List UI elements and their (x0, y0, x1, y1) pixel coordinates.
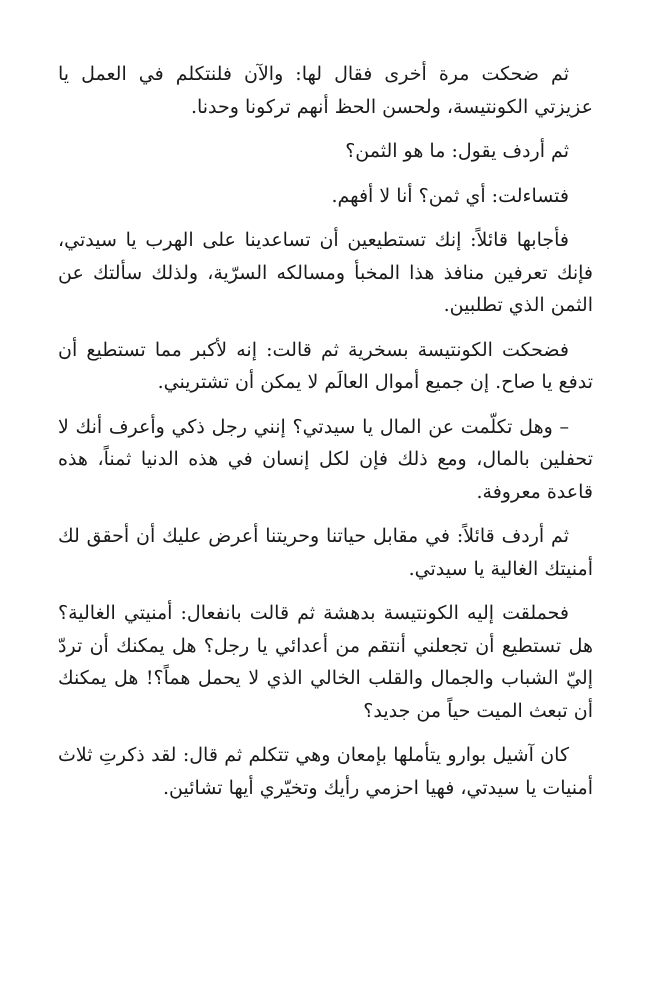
paragraph-9: كان آشيل بوارو يتأملها بإمعان وهي تتكلم ثم قال: لقد ذكرتِ ثلاث أمنيات يا سيدتي، فهيا احزمي رأيك وتخيّري أيها تشائين. (58, 744, 593, 799)
paragraph-4: فأجابها قائلاً: إنك تستطيعين أن تساعدينا على الهرب يا سيدتي، فإنك تعرفين منافذ هذا المخبأ ومسالكه السرّية، ولذلك سألتك عن الثمن الذي تطلبين. (58, 229, 593, 316)
paragraph-3: فتساءلت: أي ثمن؟ أنا لا أفهم. (331, 184, 569, 207)
paragraph-5: فضحكت الكونتيسة بسخرية ثم قالت: إنه لأكبر مما تستطيع أن تدفع يا صاح. إن جميع أموال العالَم لا يمكن أن تشتريني. (58, 338, 593, 393)
paragraph-6: – وهل تكلّمت عن المال يا سيدتي؟ إنني رجل ذكي وأعرف أنك لا تحفلين بالمال، ومع ذلك فإن لكل إنسان في هذه الدنيا ثمناً، هذه قاعدة معروفة. (58, 415, 593, 503)
paragraph-1: ثم ضحكت مرة أخرى فقال لها: والآن فلنتكلم في العمل يا عزيزتي الكونتيسة، ولحسن الحظ أنهم تركونا وحدنا. (58, 63, 593, 118)
paragraph-8: فحملقت إليه الكونتيسة بدهشة ثم قالت بانفعال: أمنيتي الغالية؟ هل تستطيع أن تجعلني أنتقم من أعدائي يا رجل؟ هل يمكنك أن تردّ إليّ الشباب والجمال والقلب الخالي الذي لا يحمل هماً؟! هل يمكنك أن تبعث الميت حياً من جديد؟ (58, 602, 593, 722)
book-page (58, 58, 593, 816)
paragraph-7: ثم أردف قائلاً: في مقابل حياتنا وحريتنا أعرض عليك أن أحقق لك أمنيتك الغالية يا سيدتي. (58, 525, 593, 580)
paragraph-2: ثم أردف يقول: ما هو الثمن؟ (345, 140, 569, 162)
